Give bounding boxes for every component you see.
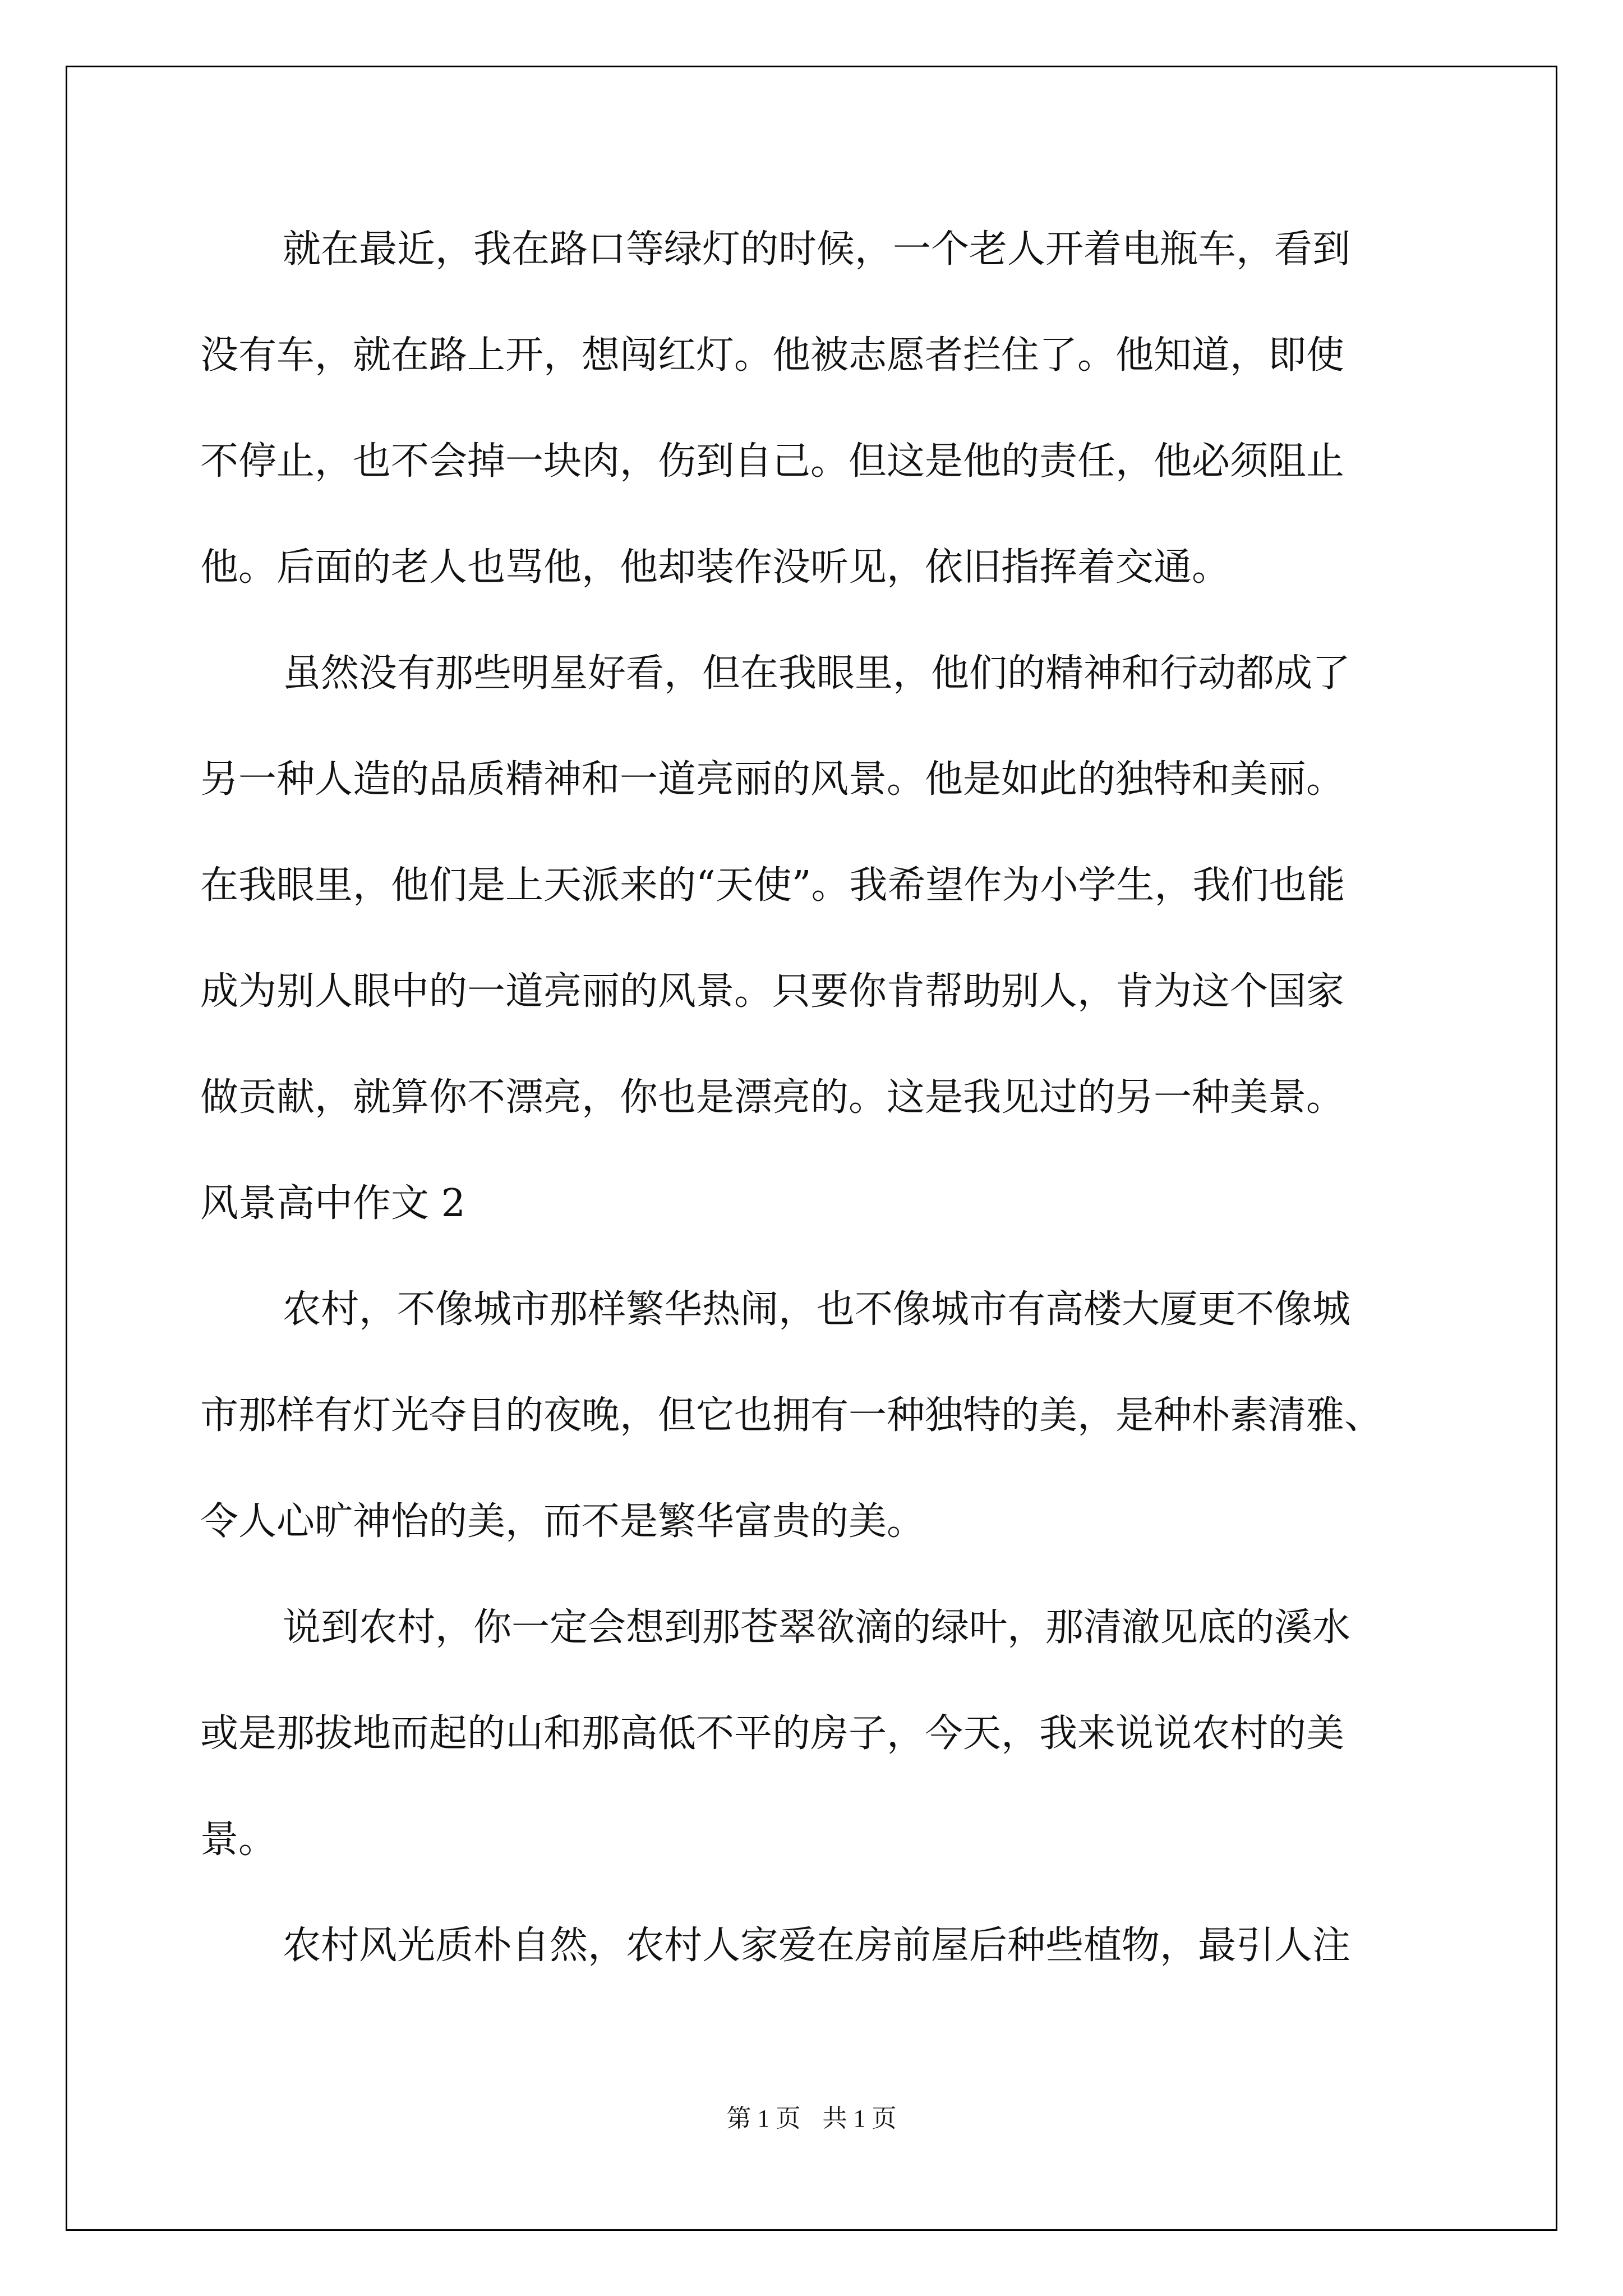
text-line: 做贡献，就算你不漂亮，你也是漂亮的。这是我见过的另一种美景。	[200, 1075, 1345, 1120]
text-line: 市那样有灯光夺目的夜晚，但它也拥有一种独特的美，是种朴素清雅、	[200, 1393, 1383, 1438]
text-line: 成为别人眼中的一道亮丽的风景。只要你肯帮助别人，肯为这个国家	[200, 969, 1345, 1014]
text-line: 或是那拔地而起的山和那高低不平的房子，今天，我来说说农村的美	[200, 1711, 1345, 1756]
text-line: 景。	[200, 1818, 277, 1862]
text-line: 农村，不像城市那样繁华热闹，也不像城市有高楼大厦更不像城	[283, 1287, 1351, 1332]
text-line: 在我眼里，他们是上天派来的“天使”。我希望作为小学生，我们也能	[200, 863, 1345, 908]
text-line: 虽然没有那些明星好看，但在我眼里，他们的精神和行动都成了	[283, 651, 1351, 696]
page-footer	[0, 2098, 1623, 2134]
document-body	[200, 222, 1427, 2024]
text-line: 农村风光质朴自然，农村人家爱在房前屋后种些植物，最引人注	[283, 1924, 1351, 1968]
text-line: 另一种人造的品质精神和一道亮丽的风景。他是如此的独特和美丽。	[200, 757, 1345, 802]
text-line: 不停止，也不会掉一块肉，伤到自己。但这是他的责任，他必须阻止	[200, 439, 1345, 484]
text-line: 就在最近，我在路口等绿灯的时候，一个老人开着电瓶车，看到	[283, 227, 1351, 272]
text-line: 他。后面的老人也骂他，他却装作没听见，依旧指挥着交通。	[200, 545, 1230, 590]
text-line: 令人心旷神怡的美，而不是繁华富贵的美。	[200, 1499, 925, 1544]
text-line: 说到农村，你一定会想到那苍翠欲滴的绿叶，那清澈见底的溪水	[283, 1605, 1351, 1650]
page-number-total: 共 1 页	[822, 2105, 897, 2132]
page-number-current: 第 1 页	[726, 2105, 801, 2132]
section-heading: 风景高中作文 2	[200, 1181, 465, 1226]
text-line: 没有车，就在路上开，想闯红灯。他被志愿者拦住了。他知道，即使	[200, 333, 1345, 378]
